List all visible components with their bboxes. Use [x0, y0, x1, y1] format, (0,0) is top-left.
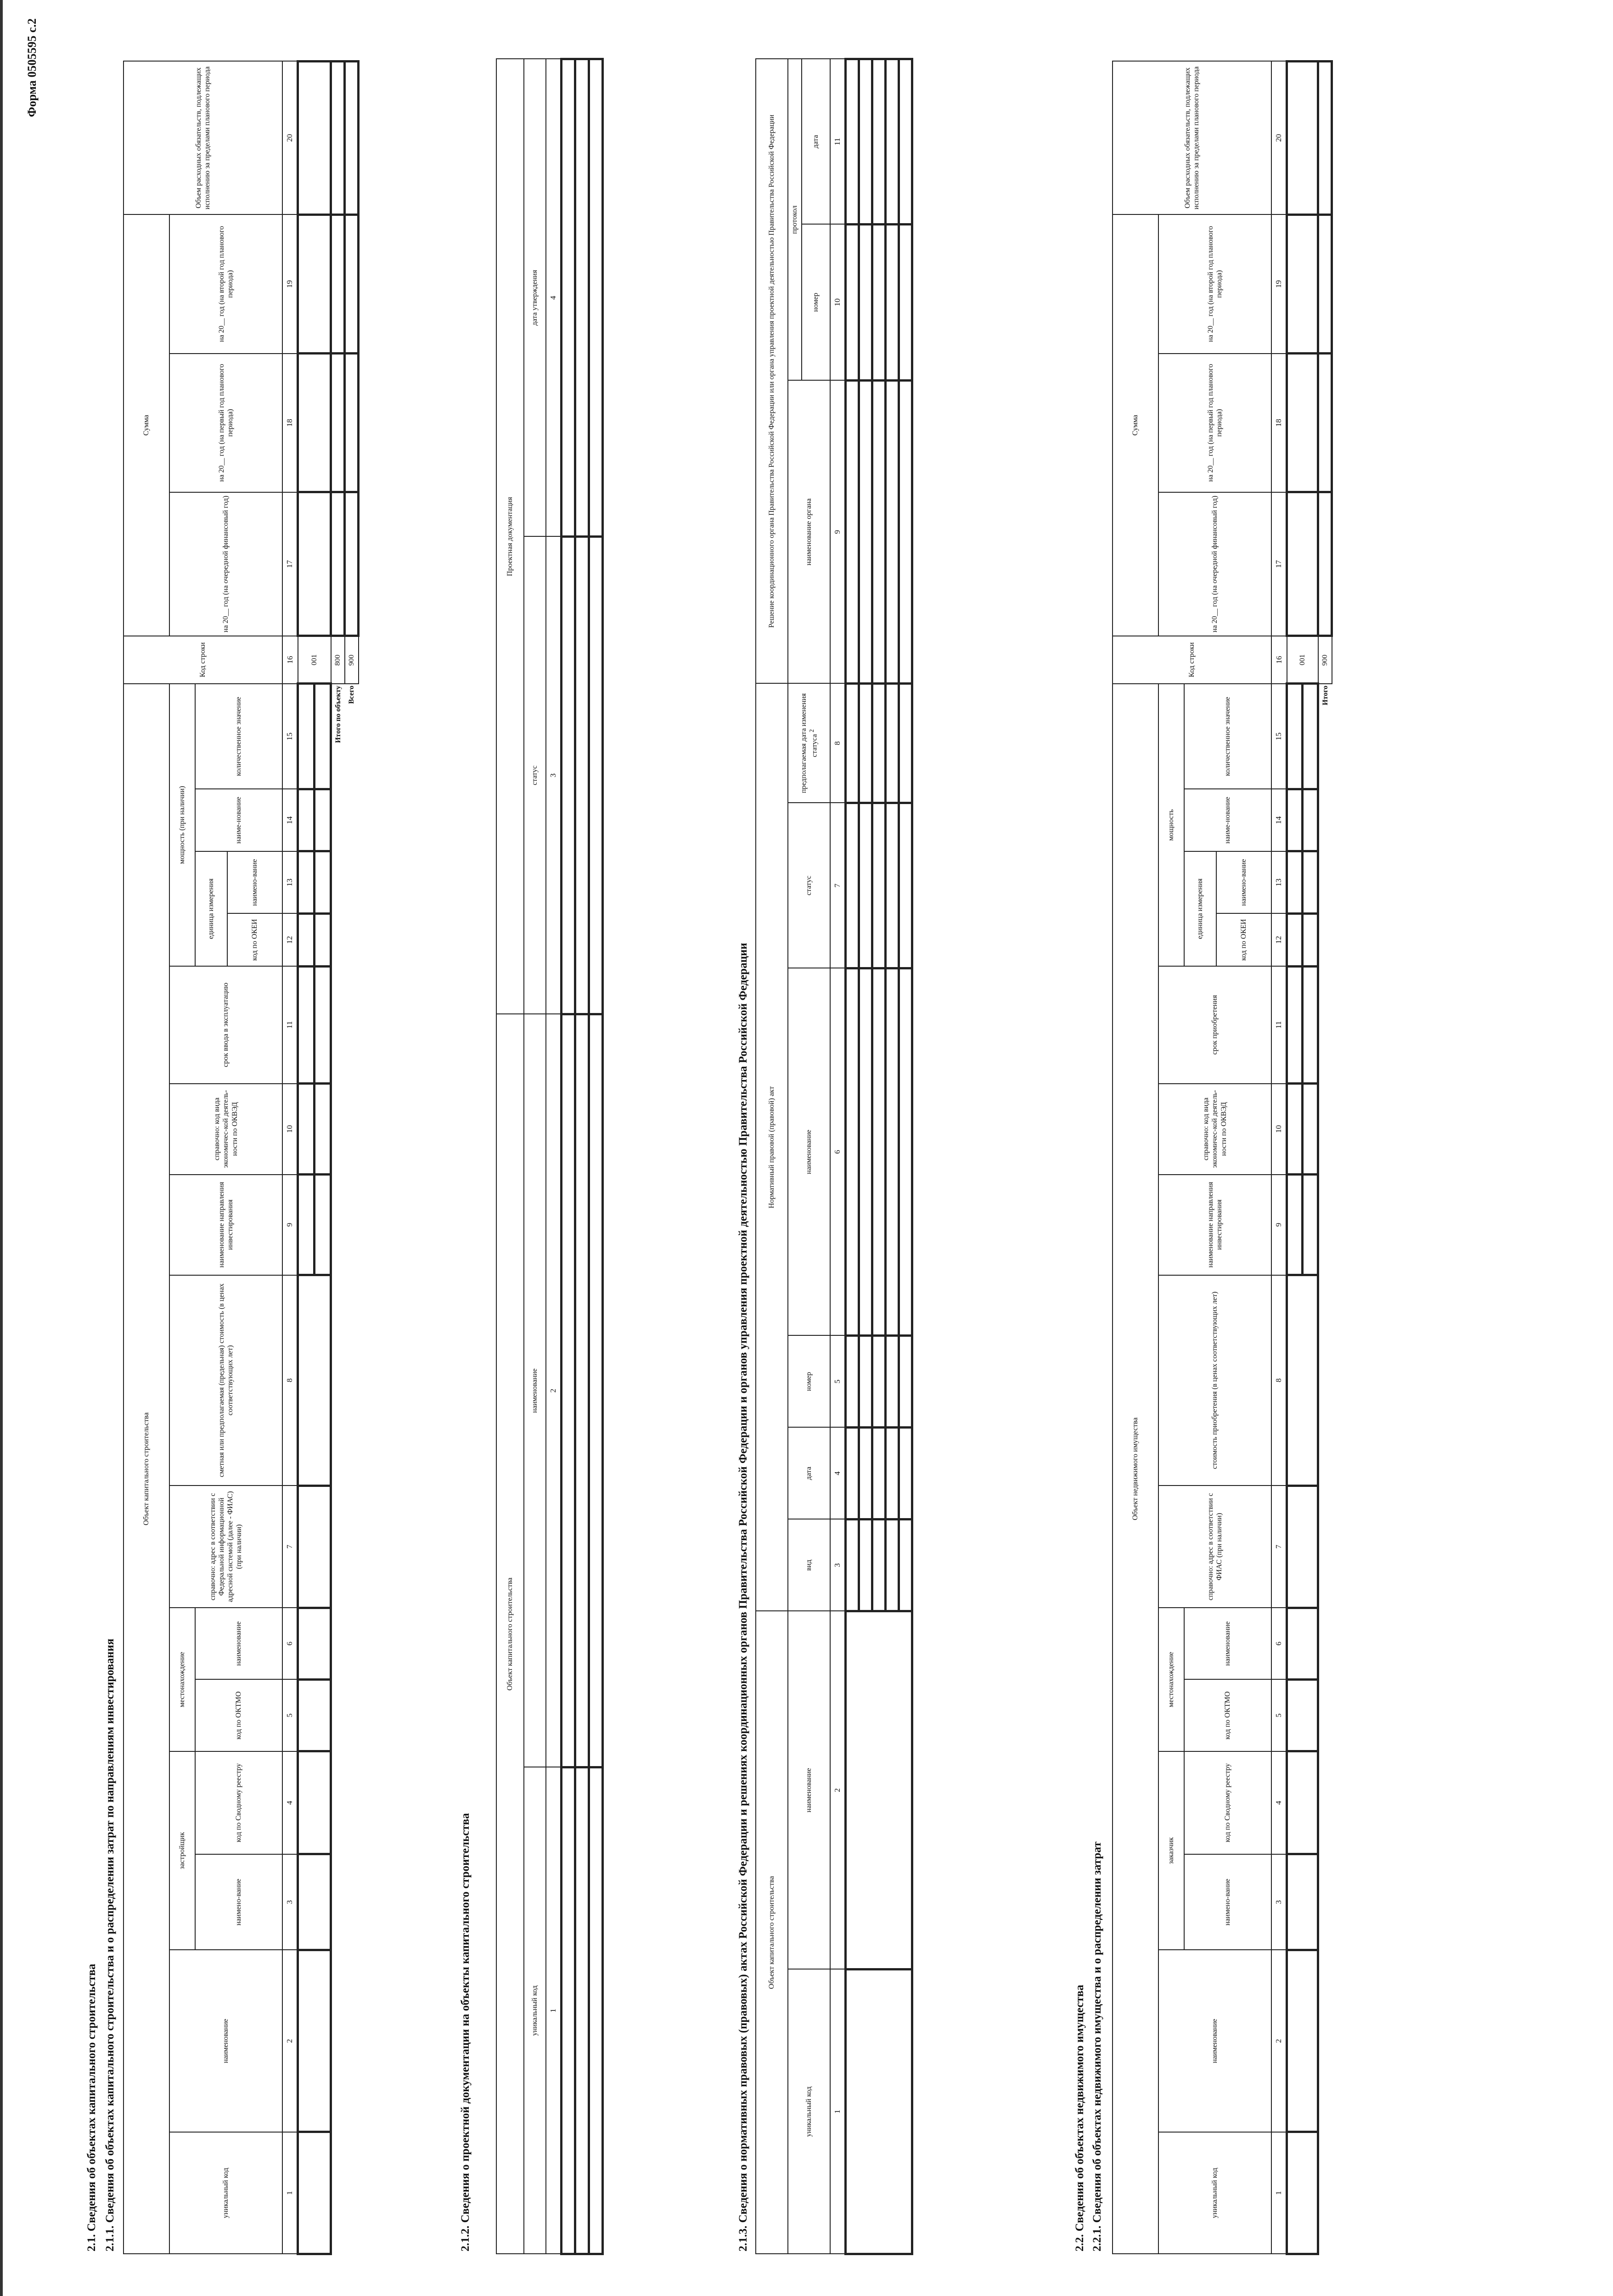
t3-name-header: наименование [788, 1611, 830, 1969]
t1-input-cell[interactable] [345, 214, 359, 353]
t4-input-cell[interactable] [1287, 1608, 1318, 1679]
t3-input-cell[interactable] [886, 224, 899, 380]
t1-input-cell[interactable] [331, 62, 345, 215]
table-project-documentation [496, 58, 604, 2255]
t4-okved-header: справочно: код вида экономичес-кой деятель-ности по ОКВЭД [1158, 1084, 1271, 1175]
t1-developer-name-header: наимено-вание [195, 1854, 282, 1950]
t1-total-object-label: Итого по объекту [334, 685, 343, 743]
section-2-1-3-title: 2.1.3. Сведения о нормативных правовых (правовых) актах Российской Федерации и решениях координационных органов Правительства Российской Федерации и органов управления проектной деятельностью Правительства Российской Федерации [737, 943, 749, 2251]
t4-input-cell[interactable] [1303, 684, 1318, 789]
t1-input-cell[interactable] [298, 684, 315, 789]
t3-input-cell[interactable] [859, 59, 872, 224]
t3-input-cell[interactable] [846, 683, 859, 803]
t1-input-cell[interactable] [315, 966, 331, 1083]
t2-input-cell[interactable] [589, 59, 603, 536]
t1-col-num: 13 [282, 851, 298, 914]
t4-input-cell[interactable] [1287, 851, 1303, 914]
t4-input-cell[interactable] [1287, 789, 1303, 851]
table-real-estate [1112, 60, 1333, 2255]
t1-col-num: 8 [282, 1275, 298, 1486]
t4-input-cell[interactable] [1318, 62, 1332, 215]
t1-total-all-label: Всего [347, 685, 355, 704]
t2-col-num: 4 [546, 59, 562, 536]
t1-col-num: 5 [282, 1679, 298, 1751]
t3-protocol-date-header: дата [802, 59, 830, 224]
t4-input-cell[interactable] [1287, 684, 1303, 789]
t4-col-num: 9 [1271, 1175, 1287, 1275]
t4-year2-header: на 20__ год (на первый год планового периода) [1158, 354, 1271, 492]
t3-input-cell[interactable] [859, 1519, 872, 1611]
t4-unique-code-header: уникальный код [1158, 2132, 1271, 2254]
t3-planned-date-header [788, 683, 830, 803]
t3-input-cell[interactable] [899, 380, 912, 683]
t4-col-num: 3 [1271, 1854, 1287, 1950]
t3-input-cell[interactable] [846, 1427, 859, 1519]
t3-col-num: 2 [830, 1611, 846, 1969]
t4-total-label: Итого [1321, 685, 1330, 705]
t3-input-cell[interactable] [846, 1335, 859, 1427]
t3-col-num: 6 [830, 968, 846, 1335]
t4-input-cell[interactable] [1303, 913, 1318, 966]
t3-col-num: 11 [830, 59, 846, 224]
t3-input-cell[interactable] [899, 683, 912, 803]
t3-number-header: номер [788, 1335, 830, 1427]
t4-input-cell[interactable] [1287, 1275, 1318, 1486]
t4-input-cell[interactable] [1303, 789, 1318, 851]
t3-input-cell[interactable] [859, 803, 872, 968]
t4-capacity-value-header: количественное значение [1184, 684, 1271, 789]
t3-input-cell[interactable] [886, 380, 899, 683]
t3-input-cell[interactable] [859, 1335, 872, 1427]
t1-input-cell[interactable] [315, 1084, 331, 1175]
t4-input-cell[interactable] [1303, 1175, 1318, 1275]
t1-unique-code-header: уникальный код [169, 2132, 282, 2254]
t3-input-cell[interactable] [899, 1427, 912, 1519]
t1-col-num: 15 [282, 684, 298, 789]
t4-location-name-header: наименование [1184, 1608, 1271, 1679]
t1-col-num: 1 [282, 2132, 298, 2254]
t1-col-num: 7 [282, 1486, 298, 1608]
t3-input-cell[interactable] [859, 1427, 872, 1519]
t1-input-cell[interactable] [331, 214, 345, 353]
section-2-1-2-title: 2.1.2. Сведения о проектной документации на объекты капитального строительства [459, 1813, 472, 2251]
t4-input-cell[interactable] [1287, 214, 1318, 353]
t4-col-num: 10 [1271, 1084, 1287, 1175]
t1-sum-header: Сумма [124, 214, 169, 636]
t1-input-cell[interactable] [298, 62, 331, 215]
t1-input-cell[interactable] [298, 1275, 331, 1486]
t4-input-cell[interactable] [1287, 966, 1303, 1083]
t4-input-cell[interactable] [1303, 851, 1318, 914]
t3-unique-code-header: уникальный код [788, 1970, 830, 2254]
t2-input-cell[interactable] [589, 536, 603, 1014]
t3-input-cell[interactable] [872, 380, 886, 683]
t1-input-cell[interactable] [298, 354, 331, 492]
t4-col-num: 4 [1271, 1751, 1287, 1854]
t1-input-cell[interactable] [298, 492, 331, 636]
section-2-2-1-title: 2.2.1. Сведения об объектах недвижимого имущества и о распределении затрат [1091, 1841, 1103, 2251]
t2-name-header: наименование [524, 1014, 546, 1767]
t2-input-cell[interactable] [575, 59, 589, 536]
t4-input-cell[interactable] [1287, 1175, 1303, 1275]
t1-address-header: справочно: адрес в соответствии с Федеральной информационной адресной системой (далее - ФИАС) (при наличии) [169, 1486, 282, 1608]
t4-capacity-name-header: наиме-нование [1184, 789, 1271, 851]
t4-col-num: 1 [1271, 2132, 1287, 2254]
t4-col-num: 12 [1271, 913, 1287, 966]
t4-input-cell[interactable] [1287, 62, 1318, 215]
t1-location-name-header: наименование [195, 1608, 282, 1679]
t1-input-cell[interactable] [315, 684, 331, 789]
t1-input-cell[interactable] [298, 1854, 331, 1950]
t3-input-cell[interactable] [872, 683, 886, 803]
t3-footnote-mark: 2 [808, 729, 815, 732]
t4-capacity-header: мощность [1158, 684, 1184, 966]
t4-col-num: 5 [1271, 1679, 1287, 1751]
t1-input-cell[interactable] [298, 851, 315, 914]
t4-direction-header: наименование направления инвестирования [1158, 1175, 1271, 1275]
table-capital-construction [123, 60, 360, 2255]
t4-obligations-header: Объем расходных обязательств, подлежащих исполнению за пределами планового периода [1113, 62, 1271, 215]
t1-capacity-header: мощность (при наличии) [169, 684, 195, 966]
t1-col-num: 17 [282, 492, 298, 636]
t3-input-cell[interactable] [846, 1519, 859, 1611]
t3-body-name-header: наименование органа [788, 380, 830, 683]
t4-unit-name-header: наимено-вание [1216, 851, 1271, 914]
t2-group-object: Объект капитального строительства [496, 1014, 524, 2254]
t4-col-num: 17 [1271, 492, 1287, 636]
t3-input-cell[interactable] [872, 968, 886, 1335]
t3-col-num: 4 [830, 1427, 846, 1519]
t3-col-num: 8 [830, 683, 846, 803]
t4-cost-header: стоимость приобретения (в ценах соответствующих лет) [1158, 1275, 1271, 1486]
t3-col-num: 9 [830, 380, 846, 683]
t4-group-object: Объект недвижимого имущества [1113, 684, 1158, 2254]
t1-unit-name-header: наимено-вание [227, 851, 282, 914]
t3-col-num: 5 [830, 1335, 846, 1427]
t2-group-doc: Проектная документация [496, 59, 524, 1014]
section-2-2-title: 2.2. Сведения об объектах недвижимого имущества [1073, 1985, 1086, 2251]
t4-input-cell[interactable] [1287, 913, 1303, 966]
t1-input-cell[interactable] [298, 966, 315, 1083]
t1-col-num: 9 [282, 1175, 298, 1275]
t3-col-num: 7 [830, 803, 846, 968]
t3-input-cell[interactable] [846, 1611, 912, 1969]
t4-row-code-900: 900 [1318, 636, 1332, 684]
t1-input-cell[interactable] [298, 1679, 331, 1751]
table-legal-acts [755, 58, 913, 2255]
t4-input-cell[interactable] [1287, 1854, 1318, 1950]
t4-acquisition-header: срок приобретения [1158, 966, 1271, 1083]
t4-col-num: 19 [1271, 214, 1287, 353]
t1-direction-header: наименование направления инвестирования [169, 1175, 282, 1275]
t4-input-cell[interactable] [1287, 1084, 1303, 1175]
t4-registry-code-header: код по Сводному реестру [1184, 1751, 1271, 1854]
t1-row-code-900: 900 [345, 636, 359, 684]
t1-location-header: местонахождение [169, 1608, 195, 1751]
t3-group-decision: Решение координационного органа Правительства Российской Федерации или органа управления проектной деятельностью Правительства Российской Федерации [756, 59, 788, 683]
t2-input-cell[interactable] [589, 1014, 603, 1767]
form-number: Форма 0505595 с.2 [25, 18, 39, 117]
t4-input-cell[interactable] [1287, 1486, 1318, 1608]
t1-okved-header: справочно: код вида экономичес-кой деятель-ности по ОКВЭД [169, 1084, 282, 1175]
t2-input-cell[interactable] [575, 1767, 589, 2254]
t3-protocol-header: протокол [788, 59, 802, 380]
t3-input-cell[interactable] [859, 380, 872, 683]
t3-input-cell[interactable] [872, 1335, 886, 1427]
t3-input-cell[interactable] [846, 1970, 912, 2254]
t1-col-num: 19 [282, 214, 298, 353]
t3-input-cell[interactable] [872, 803, 886, 968]
t1-input-cell[interactable] [315, 1175, 331, 1275]
t3-input-cell[interactable] [886, 59, 899, 224]
t3-type-header: вид [788, 1519, 830, 1611]
t2-input-cell[interactable] [575, 536, 589, 1014]
t4-name-header: наименование [1158, 1950, 1271, 2132]
t1-capacity-name-header: наиме-нование [195, 789, 282, 851]
t2-approval-date-header: дата утверждения [524, 59, 546, 536]
t1-input-cell[interactable] [298, 1084, 315, 1175]
t1-input-cell[interactable] [331, 492, 345, 636]
t4-input-cell[interactable] [1287, 354, 1318, 492]
t3-input-cell[interactable] [859, 683, 872, 803]
t1-developer-header: застройщик [169, 1751, 195, 1950]
t4-col-num: 6 [1271, 1608, 1287, 1679]
t3-input-cell[interactable] [872, 1427, 886, 1519]
t4-row-code-001: 001 [1287, 636, 1318, 684]
t1-okei-header: код по ОКЕИ [227, 913, 282, 966]
t4-input-cell[interactable] [1318, 354, 1332, 492]
t2-input-cell[interactable] [562, 1014, 575, 1767]
t1-row-code-header: Код строки [124, 636, 282, 684]
t3-input-cell[interactable] [886, 968, 899, 1335]
t1-row-code-001: 001 [298, 636, 331, 684]
t3-input-cell[interactable] [872, 224, 886, 380]
t1-input-cell[interactable] [345, 492, 359, 636]
t4-okei-header: код по ОКЕИ [1216, 913, 1271, 966]
t1-col-num: 20 [282, 62, 298, 215]
t3-input-cell[interactable] [859, 968, 872, 1335]
t4-col-num: 14 [1271, 789, 1287, 851]
t1-oktmo-header: код по ОКТМО [195, 1679, 282, 1751]
t4-customer-name-header: наимено-вание [1184, 1854, 1271, 1950]
t3-col-num: 1 [830, 1970, 846, 2254]
t4-col-num: 8 [1271, 1275, 1287, 1486]
t4-input-cell[interactable] [1287, 492, 1318, 636]
t3-input-cell[interactable] [899, 1335, 912, 1427]
t3-input-cell[interactable] [899, 59, 912, 224]
t3-input-cell[interactable] [872, 1519, 886, 1611]
t4-row-code-header: Код строки [1113, 636, 1271, 684]
t4-input-cell[interactable] [1318, 214, 1332, 353]
t3-date-header: дата [788, 1427, 830, 1519]
t4-col-num: 13 [1271, 851, 1287, 914]
t4-col-num: 15 [1271, 684, 1287, 789]
t1-input-cell[interactable] [298, 1486, 331, 1608]
t4-unit-header: единица измерения [1184, 851, 1216, 966]
t1-input-cell[interactable] [298, 1751, 331, 1854]
t3-input-cell[interactable] [899, 224, 912, 380]
t1-col-num: 11 [282, 966, 298, 1083]
t2-input-cell[interactable] [589, 1767, 603, 2254]
t4-input-cell[interactable] [1287, 2132, 1318, 2254]
t1-col-num: 18 [282, 354, 298, 492]
t2-col-num: 3 [546, 536, 562, 1014]
t1-year2-header: на 20__ год (на первый год планового периода) [169, 354, 282, 492]
t1-input-cell[interactable] [298, 1950, 331, 2132]
t3-input-cell[interactable] [846, 968, 859, 1335]
t4-col-num: 20 [1271, 62, 1287, 215]
t3-input-cell[interactable] [872, 59, 886, 224]
t1-col-num: 6 [282, 1608, 298, 1679]
t1-col-num: 12 [282, 913, 298, 966]
t4-customer-header: заказчик [1158, 1751, 1184, 1950]
t3-input-cell[interactable] [859, 224, 872, 380]
t3-input-cell[interactable] [886, 1427, 899, 1519]
t3-col-num: 3 [830, 1519, 846, 1611]
t4-col-num: 2 [1271, 1950, 1287, 2132]
t3-input-cell[interactable] [846, 803, 859, 968]
t1-col-num: 2 [282, 1950, 298, 2132]
t3-input-cell[interactable] [886, 803, 899, 968]
t1-input-cell[interactable] [315, 851, 331, 914]
t4-input-cell[interactable] [1303, 966, 1318, 1083]
t2-status-header: статус [524, 536, 546, 1014]
t3-input-cell[interactable] [899, 968, 912, 1335]
t3-status-header: статус [788, 803, 830, 968]
t1-input-cell[interactable] [345, 354, 359, 492]
t4-input-cell[interactable] [1318, 492, 1332, 636]
t2-col-num: 2 [546, 1014, 562, 1767]
t1-input-cell[interactable] [298, 1608, 331, 1679]
t4-year1-header: на 20__ год (на очередной финансовый год) [1158, 492, 1271, 636]
t4-input-cell[interactable] [1287, 1950, 1318, 2132]
t3-input-cell[interactable] [886, 1335, 899, 1427]
t2-col-num: 1 [546, 1767, 562, 2254]
t3-col-num: 10 [830, 224, 846, 380]
t4-year3-header: на 20__ год (на второй год планового периода) [1158, 214, 1271, 353]
t3-group-object: Объект капитального строительства [756, 1611, 788, 2254]
t1-input-cell[interactable] [298, 2132, 331, 2254]
t1-capacity-value-header: количественное значение [195, 684, 282, 789]
t4-location-header: местонахождение [1158, 1608, 1184, 1751]
t3-input-cell[interactable] [886, 1519, 899, 1611]
t1-input-cell[interactable] [298, 1175, 315, 1275]
t1-input-cell[interactable] [298, 789, 315, 851]
t3-protocol-number-header: номер [802, 224, 830, 380]
t2-unique-code-header: уникальный код [524, 1767, 546, 2254]
t1-input-cell[interactable] [345, 62, 359, 215]
t4-input-cell[interactable] [1287, 1679, 1318, 1751]
t4-sum-header: Сумма [1113, 214, 1158, 636]
t2-input-cell[interactable] [575, 1014, 589, 1767]
t3-input-cell[interactable] [899, 803, 912, 968]
t4-address-header: справочно: адрес в соответствии с ФИАС (при наличии) [1158, 1486, 1271, 1608]
t4-col-num: 16 [1271, 636, 1287, 684]
t1-cost-header: сметная или предполагаемая (предельная) стоимость (в ценах соответствующих лет) [169, 1275, 282, 1486]
t2-input-cell[interactable] [562, 59, 575, 536]
t4-col-num: 7 [1271, 1486, 1287, 1608]
t4-input-cell[interactable] [1303, 1084, 1318, 1175]
t1-col-num: 10 [282, 1084, 298, 1175]
t4-col-num: 18 [1271, 354, 1287, 492]
t4-col-num: 11 [1271, 966, 1287, 1083]
scan-edge [0, 0, 3, 2296]
t3-group-act: Нормативный правовой (правовой) акт [756, 683, 788, 1611]
t3-input-cell[interactable] [846, 59, 859, 224]
t3-input-cell[interactable] [846, 380, 859, 683]
t3-planned-date-text: предполагаемая дата изменения статуса [799, 693, 819, 793]
section-2-1-1-title: 2.1.1. Сведения об объектах капитального строительства и о распределении затрат по направлениям инвестирования [104, 1638, 116, 2251]
t1-col-num: 3 [282, 1854, 298, 1950]
t4-input-cell[interactable] [1287, 1751, 1318, 1854]
t1-year1-header: на 20__ год (на очередной финансовый год) [169, 492, 282, 636]
t1-input-cell[interactable] [315, 789, 331, 851]
t1-input-cell[interactable] [315, 913, 331, 966]
t1-name-header: наименование [169, 1950, 282, 2132]
t1-col-num: 16 [282, 636, 298, 684]
t2-input-cell[interactable] [562, 536, 575, 1014]
t1-input-cell[interactable] [298, 913, 315, 966]
t3-input-cell[interactable] [899, 1519, 912, 1611]
t2-input-cell[interactable] [562, 1767, 575, 2254]
t1-registry-code-header: код по Сводному реестру [195, 1751, 282, 1854]
t1-row-code-800: 800 [331, 636, 345, 684]
t1-year3-header: на 20__ год (на второй год планового периода) [169, 214, 282, 353]
t1-obligations-header: Объем расходных обязательств, подлежащих исполнению за пределами планового периода [124, 62, 282, 215]
t1-input-cell[interactable] [298, 214, 331, 353]
section-2-1-title: 2.1. Сведения об объектах капитального строительства [85, 1964, 98, 2251]
t1-unit-header: единица измерения [195, 851, 227, 966]
t3-input-cell[interactable] [886, 683, 899, 803]
t1-input-cell[interactable] [331, 354, 345, 492]
t4-oktmo-header: код по ОКТМО [1184, 1679, 1271, 1751]
t3-act-name-header: наименование [788, 968, 830, 1335]
t1-commission-header: срок ввода в эксплуатацию [169, 966, 282, 1083]
t1-group-object: Объект капитального строительства [124, 684, 169, 2254]
t3-input-cell[interactable] [846, 224, 859, 380]
t1-col-num: 14 [282, 789, 298, 851]
t1-col-num: 4 [282, 1751, 298, 1854]
